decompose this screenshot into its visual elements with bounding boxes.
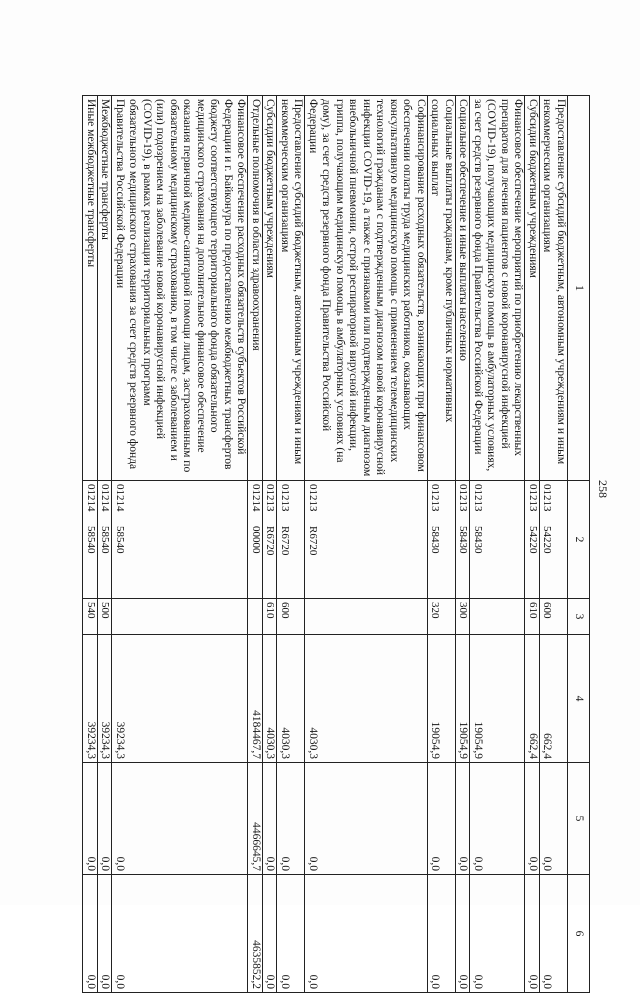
- row-code: [263, 481, 278, 599]
- row-amount-col4: 39234,3: [112, 635, 248, 763]
- row-amount-col6: 0,0: [428, 875, 456, 993]
- row-program-code: 01214: [85, 484, 97, 512]
- row-amount-col6: 0,0: [525, 875, 540, 993]
- row-code: [305, 481, 428, 599]
- row-description: Социальные выплаты гражданам, кроме публичных нормативных социальных выплат: [428, 96, 456, 481]
- column-header: 6: [568, 875, 590, 993]
- table-row: [540, 96, 568, 993]
- row-amount-col6: 0,0: [305, 875, 428, 993]
- row-description: Субсидии бюджетным учреждениям: [525, 96, 540, 481]
- row-code: [112, 481, 248, 599]
- row-amount-col6: 0,0: [277, 875, 305, 993]
- row-amount-col5: 0,0: [456, 763, 471, 875]
- row-code: [540, 481, 568, 599]
- row-direction-code: 58540: [99, 526, 112, 554]
- row-direction-code: 58540: [114, 526, 126, 554]
- row-amount-col5: 0,0: [525, 763, 540, 875]
- row-amount-col6: 0,0: [263, 875, 278, 993]
- row-expense-type: [112, 599, 248, 635]
- row-expense-type: [305, 599, 428, 635]
- row-description: Социальное обеспечение и иные выплаты населению: [456, 96, 471, 481]
- table-row: [277, 96, 305, 993]
- row-direction-code: 54220: [541, 526, 554, 554]
- row-amount-col5: 0,0: [98, 763, 113, 875]
- row-amount-col5: 0,0: [263, 763, 278, 875]
- row-amount-col6: 4635852,2: [248, 875, 263, 993]
- row-code: [470, 481, 525, 599]
- row-amount-col4: 39234,3: [83, 635, 98, 763]
- table-row: [428, 96, 456, 993]
- table-row: [112, 96, 248, 993]
- row-expense-type: 600: [277, 599, 305, 635]
- row-direction-code: 58430: [472, 526, 484, 554]
- table-row: [83, 96, 98, 993]
- row-expense-type: [248, 599, 263, 635]
- row-amount-col5: 0,0: [540, 763, 568, 875]
- row-direction-code: 58540: [85, 526, 97, 554]
- row-amount-col5: 0,0: [305, 763, 428, 875]
- row-expense-type: 300: [456, 599, 471, 635]
- table-row: [263, 96, 278, 993]
- row-program-code: 0121З: [429, 484, 442, 512]
- row-amount-col5: 0,0: [428, 763, 456, 875]
- table-row: [305, 96, 428, 993]
- row-program-code: 0121З: [472, 484, 484, 512]
- table-row: [98, 96, 113, 993]
- row-amount-col5: 0,0: [277, 763, 305, 875]
- row-description: Предоставление субсидий бюджетным, автономным учреждениям и иным некоммерческим организациям: [277, 96, 305, 481]
- table-row: [470, 96, 525, 993]
- row-code: [525, 481, 540, 599]
- row-program-code: 0121З: [264, 484, 277, 512]
- row-expense-type: 600: [540, 599, 568, 635]
- rotated-sheet: [52, 0, 612, 1000]
- row-direction-code: 58430: [457, 526, 470, 554]
- row-amount-col4: 662,4: [540, 635, 568, 763]
- row-program-code: 0121З: [307, 484, 319, 512]
- row-amount-col6: 0,0: [112, 875, 248, 993]
- row-direction-code: 58430: [429, 526, 442, 554]
- row-amount-col6: 0,0: [540, 875, 568, 993]
- row-code: [428, 481, 456, 599]
- row-direction-code: R6720: [264, 526, 277, 556]
- column-number-row: [568, 96, 590, 993]
- row-amount-col6: 0,0: [456, 875, 471, 993]
- row-description: Межбюджетные трансферты: [98, 96, 113, 481]
- row-amount-col4: 19054,9: [470, 635, 525, 763]
- row-program-code: 0121З: [279, 484, 291, 512]
- row-amount-col5: 0,0: [470, 763, 525, 875]
- row-program-code: 01214: [114, 484, 126, 512]
- row-description: Отдельные полномочия в области здравоохранения: [248, 96, 263, 481]
- column-header: 2: [568, 481, 590, 599]
- row-description: Предоставление субсидий бюджетным, автономным учреждениям и иным некоммерческим организациям: [540, 96, 568, 481]
- row-direction-code: R6720: [279, 526, 291, 556]
- row-description: Субсидии бюджетным учреждениям: [263, 96, 278, 481]
- row-program-code: 0121З: [541, 484, 554, 512]
- row-expense-type: 500: [98, 599, 113, 635]
- table-row: [248, 96, 263, 993]
- budget-table: [83, 95, 591, 993]
- row-amount-col6: 0,0: [98, 875, 113, 993]
- row-amount-col4: 39234,3: [98, 635, 113, 763]
- table-row: [525, 96, 540, 993]
- row-expense-type: [470, 599, 525, 635]
- row-direction-code: 00000: [250, 526, 262, 554]
- row-amount-col4: 4030,3: [305, 635, 428, 763]
- row-code: [277, 481, 305, 599]
- row-description: Финансовое обеспечение мероприятий по приобретению лекарственных препаратов для лечения пациентов с новой коронавирусной инфекцией (COVID-19), получающих медицинскую помощь в амбулаторных условиях, за счет средств резервного фонда Правительства Российской Федерации: [470, 96, 525, 481]
- row-amount-col6: 0,0: [470, 875, 525, 993]
- column-header: 3: [568, 599, 590, 635]
- row-amount-col6: 0,0: [83, 875, 98, 993]
- row-amount-col5: 0,0: [83, 763, 98, 875]
- row-code: [248, 481, 263, 599]
- row-description: Иные межбюджетные трансферты: [83, 96, 98, 481]
- row-amount-col4: 4184467,7: [248, 635, 263, 763]
- table-body: [83, 96, 568, 993]
- column-header: 5: [568, 763, 590, 875]
- column-header: 1: [568, 96, 590, 481]
- row-program-code: 0121З: [527, 484, 539, 512]
- row-amount-col5: 0,0: [112, 763, 248, 875]
- row-expense-type: 320: [428, 599, 456, 635]
- row-amount-col4: 19054,9: [428, 635, 456, 763]
- row-description: Финансовое обеспечение расходных обязательств субъектов Российской Федерации и г. Байконура по предоставлению межбюджетных трансфертов бюджету соответствующего территориального фонда обязательного медицинского страхования на дополнительное финансовое обеспечение оказания первичной медико-санитарной помощи лицам, застрахованным по обязательному медицинскому страхованию, в том числе с заболеванием и (или) подозрением на заболевание новой коронавирусной инфекцией (COVID-19), в рамках реализации территориальных программ обязательного медицинского страхования за счет средств резервного фонда Правительства Российской Федерации: [112, 96, 248, 481]
- page-number: 258: [596, 480, 610, 498]
- row-direction-code: 54220: [527, 526, 539, 554]
- table-row: [456, 96, 471, 993]
- row-code: [83, 481, 98, 599]
- column-header: 4: [568, 635, 590, 763]
- row-direction-code: R6720: [307, 526, 319, 556]
- row-program-code: 01214: [99, 484, 112, 512]
- row-amount-col4: 19054,9: [456, 635, 471, 763]
- row-expense-type: 540: [83, 599, 98, 635]
- row-program-code: 01214: [250, 484, 262, 512]
- row-amount-col4: 4030,3: [263, 635, 278, 763]
- row-expense-type: 610: [525, 599, 540, 635]
- row-amount-col4: 4030,3: [277, 635, 305, 763]
- row-description: Софинансирование расходных обязательств, возникающих при финансовом обеспечении оплаты труда медицинских работников, оказывающих консультативную медицинскую помощь с применением телемедицинских технологий гражданам с подтвержденным диагнозом новой коронавирусной инфекции COVID-19, а также с признаками или подтвержденным диагнозом внебольничной пневмонии, острой респираторной вирусной инфекции, гриппа, получающим медицинскую помощь в амбулаторных условиях (на дому), за счет средств резервного фонда Правительства Российской Федерации: [305, 96, 428, 481]
- row-code: [456, 481, 471, 599]
- row-amount-col5: 4466645,7: [248, 763, 263, 875]
- row-amount-col4: 662,4: [525, 635, 540, 763]
- row-expense-type: 610: [263, 599, 278, 635]
- row-code: [98, 481, 113, 599]
- row-program-code: 0121З: [457, 484, 470, 512]
